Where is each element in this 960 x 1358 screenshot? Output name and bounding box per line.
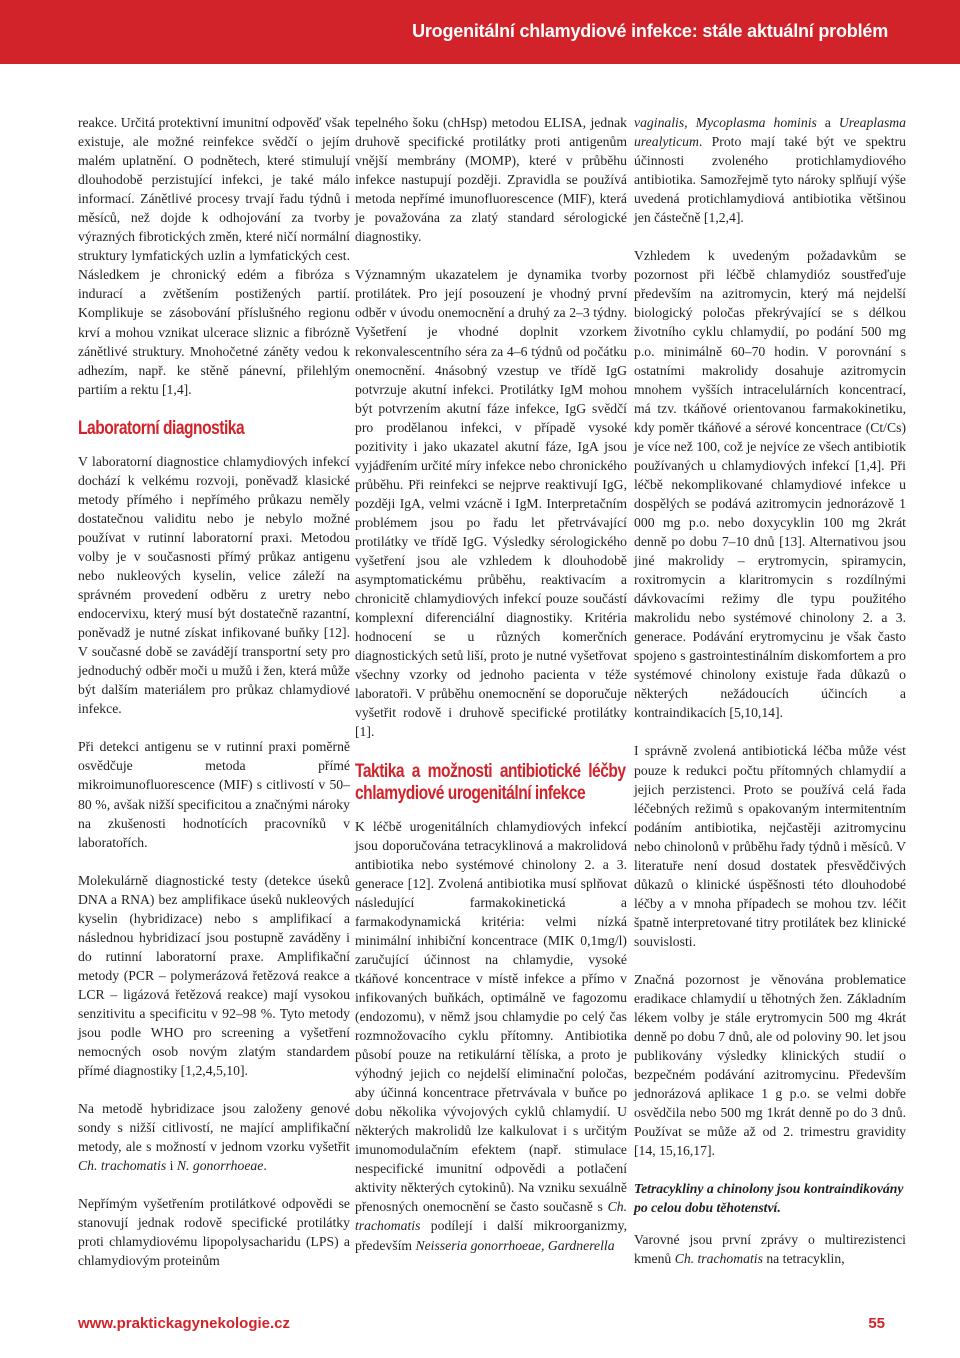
text-run: na tetracyklin, [762,1250,845,1266]
column-3 [634,113,906,1287]
text-run: K léčbě urogenitálních chlamydiových infekcí jsou doporučována tetracyklinová a makrolidová antibiotika nebo systémové chinolony 2. a 3. generace [12]. Zvolená antibiotika musí splňovat následující farmakokinetická a farmakodynamická kritéria: velmi nízká minimální inhibiční koncentrace (MIK 0,1mg/l) zaručující účinnost na chlamydie, vysoké tkáňové koncentrace v místě infekce a přímo v infikovaných buňkách, optimálně ve fagozomu (endozomu), v němž jsou chlamydie po celý čas rozmnožovacího cyklu přítomny. Antibiotika působí pouze na retikulární tělíska, a proto je výhodný jejich co nejdelší eliminační poločas, aby účinná koncentrace přetrvávala v buňce po dobu několika vývojových cyklů chlamydií. U některých makrolidů lze kalkulovat i s určitým imunomodulačním efektem (např. stimulace nespecifické imunitní odpovědi a potlačení aktivity některých cytokinů). Na vzniku sexuálně přenosných onemocnění se často současně s [355,818,627,1215]
species-name: Ch. trachomatis [674,1250,763,1266]
text-run: . Proto mají také být ve spektru účinnosti zvoleného protichlamydiového antibiotika. Samozřejmě tyto nároky splňují výše uvedená protichlamydiová antibiotika většinou jen částečně [1,2,4]. [634,134,906,226]
paragraph [634,1230,906,1268]
paragraph [634,113,906,227]
paragraph: I správně zvolená antibiotická léčba může vést pouze k redukci počtu přítomných chlamydií a jejich perzistenci. Proto se používá celá řada léčebných režimů s opakovaným intermitentním podáním antibiotika, nejčastěji azitromycinu nebo chinolonů v průběhu řady týdnů i měsíců. V literatuře není dosud dostatek přesvědčivých důkazů o klinické úspěšnosti této dlouhodobé léčby a v mnoha případech se mohou tzv. léčit špatně interpretované titry protilátek bez klinické souvislosti. [634,743,906,949]
column-1 [78,113,350,1290]
species-name: Neisseria gonorrhoeae, Gardnerella [415,1237,615,1253]
paragraph: Významným ukazatelem je dynamika tvorby protilátek. Pro její posouzení je vhodný první odběr v úvodu onemocnění a druhý za 2–3 týdny. Vyšetření je vhodné doplnit vzorkem rekonvalescentního séra za 4–6 týdnů od počátku onemocnění. 4násobný vzestup ve třídě IgG potvrzuje akutní infekci. Protilátky IgM mohou být potvrzením akutní fáze infekce, IgG svědčí pro prodělanou infekci, v případě vysoké pozitivity i jako ukazatel akutní fáze, IgA jsou vyjádřením určité míry infekce nebo chronického průběhu. Při reinfekci se nejprve reaktivují IgG, později IgA, velmi vzácně i IgM. Interpretačním problémem jsou po řadu let přetrvávající protilátky ve třídě IgG. Výsledky sérologického vyšetření jsou ale vzhledem k dlouhodobě asymptomatickému průběhu, reaktivacím a chronicitě chlamydiových infekcí pouze součástí komplexní diferenciální diagnostiky. Kritéria hodnocení se u různých komerčních diagnostických setů liší, proto je nutné vyšetřovat všechny vzorky od jednoho pacienta v téže laboratoři. V průběhu onemocnění se doporučuje vyšetřit rodově i druhově specifické protilátky [1]. [355,267,627,740]
text-run: Varovné jsou první zprávy o multirezistenci kmenů [634,1231,906,1266]
paragraph: Značná pozornost je věnována problematice eradikace chlamydií u těhotných žen. Základním lékem volby je stále erytromycin 500 mg 4krát denně po dobu 7 dnů, ale od poloviny 90. let jsou publikovány výsledky klinických studií o bezpečném podávání azitromycinu. Především jednorázová aplikace 1 g p.o. se velmi dobře osvědčila nebo 500 mg 1krát denně po do 3 dnů. Používat se může až od 2. trimestru gravidity [14, 15,16,17]. [634,971,906,1159]
paragraph: Při detekci antigenu se v rutinní praxi poměrně osvědčuje metoda přímé mikroimunofluorescence (MIF) s citlivostí v 50–80 %, avšak nižší specificitou a značnými nároky na zkušenosti hodnotících pracovníků v laboratořích. [78,739,350,850]
paragraph: Nepřímým vyšetřením protilátkové odpovědi se stanovují jednak rodově specifické protilátky proti chlamydiovému lipopolysacharidu (LPS) a chlamydiovým proteinům [78,1196,350,1269]
footer-website-link[interactable]: www.praktickagynekologie.cz [78,1315,291,1332]
paragraph: reakce. Určitá protektivní imunitní odpověď však existuje, ale možné reinfekce svědčí o jejím malém uplatnění. O podnětech, které stimulují dlouhodobě perzistující infekci, je také málo informací. Zánětlivé procesy trvají řadu týdnů i měsíců, než dojde k odhojování za tvorby výrazných fibrotických změn, které ničí normální struktury lymfatických uzlin a lymfatických cest. Následkem je chronický edém a fibróza s indurací a zvětšením postižených partií. Komplikuje se zásobování příslušného regionu krví a mohou vznikat ulcerace sliznic a fibrózně zánětlivé struktury. Mnohočetné záněty vedou k adhezím, např. ke stěně pánevní, přilehlým partiím a rektu [1,4]. [78,115,350,397]
species-name: N. gonorrhoeae [176,1158,264,1174]
species-name: Ureaplasma urealyticum [634,115,906,150]
header-bar [0,0,960,64]
text-run: i [166,1158,177,1174]
text-run: podílejí i další mikroorganizmy, především [355,1218,627,1253]
text-run: . [263,1158,267,1174]
species-name: Ch. trachomatis [78,1158,167,1174]
paragraph: Molekulárně diagnostické testy (detekce úseků DNA a RNA) bez amplifikace úseků nukleových kyselin (hybridizace) nebo s amplifikací a následnou hybridizací jsou postupně zaváděny i do rutinní laboratorní praxe. Amplifikační metody (PCR – polymerázová řetězová reakce a LCR – ligázová řetězová reakce) mají vysokou senzitivitu a specificitu v 92–98 %. Tyto metody jsou podle WHO pro screening a vyšetření nemocných osob novým zlatým standardem přímé diagnostiky [1,2,4,5,10]. [78,872,350,1079]
column-2 [355,113,627,1274]
text-run: a [816,115,839,130]
paragraph [78,1099,350,1175]
paragraph [355,817,627,1255]
paragraph: V laboratorní diagnostice chlamydiových infekcí dochází k velkému rozvoji, poněvadž klasické metody přímého i nepřímého průkazu neměly dostatečnou validitu nebo je nebylo možné používat v rutinní laboratorní praxi. Metodou volby je v současnosti přímý průkaz antigenu nebo nukleových kyselin, velice záleží na správném provedení odběru z uretry nebo endocervixu, který musí být dostatečně razantní, poněvadž je nutné získat infikované buňky [12]. V současné době se zavádějí transportní sety pro jednoduchý odběr moči u mužů i žen, která může být dalším materiálem pro průkaz chlamydiové infekce. [78,453,350,717]
heading-text: Taktika a možnosti antibiotické léčby chlamydiové urogenitální infekce [355,760,626,804]
text-run: Na metodě hybridizace jsou založeny genové sondy s nižší citlivostí, ne mající amplifikační metody, ale s možností v jednom vzorku vyšetřit [78,1101,350,1155]
section-heading-antibiotic-therapy [355,761,626,805]
section-heading-lab-diagnostics: Laboratorní diagnostika [78,417,245,439]
paragraph: Vzhledem k uvedeným požadavkům se pozornost při léčbě chlamydióz soustřeďuje především na azitromycin, který má nejdelší biologický poločas překrývající se s délkou životního cyklu chlamydií, po podání 500 mg p.o. minimálně 60–70 hodin. V porovnání s ostatními makrolidy dosahuje azitromycin mnohem vyšších intracelulárních koncentrací, má tzv. tkáňové orientovanou farmakokinetiku, kdy poměr tkáňové a sérové koncentrace (Ct/Cs) je více než 100, což je nejvíce ze všech antibiotik používaných u chlamydiových infekcí [1,4]. Při léčbě nekomplikované chlamydiové infekce u dospělých se podává azitromycin jednorázově 1 000 mg p.o. nebo doxycyklin 100 mg 2krát denně po dobu 7–10 dnů [13]. Alternativou jsou jiné makrolidy – erytromycin, spiramycin, roxitromycin a klaritromycin s rozdílnými dávkovacími režimy dle typu použitého makrolidu nebo systémové chinolony 2. a 3. generace. Podávání erytromycinu je však často spojeno s gastrointestinálním diskomfortem a pro systémové chinolony existuje řada důkazů o některých nežádoucích účincích a kontraindikacích [5,10,14]. [634,248,906,721]
page-number: 55 [868,1315,885,1332]
subheading-pregnancy-contraindication: Tetracykliny a chinolony jsou kontraindikovány po celou dobu těhotenství. [634,1181,904,1216]
species-name: Ch. trachomatis [355,1199,627,1234]
article-running-title: Urogenitální chlamydiové infekce: stále aktuální problém [412,21,888,41]
paragraph: tepelného šoku (chHsp) metodou ELISA, jednak druhově specifické protilátky proti antigenům vnější membrány (MOMP), které v průběhu infekce nastupují později. Zpravidla se používá metoda nepřímé imunofluorescence (MIF), která je považována za zlatý standard sérologické diagnostiky. [355,115,627,245]
species-name: vaginalis, Mycoplasma hominis [634,115,817,130]
